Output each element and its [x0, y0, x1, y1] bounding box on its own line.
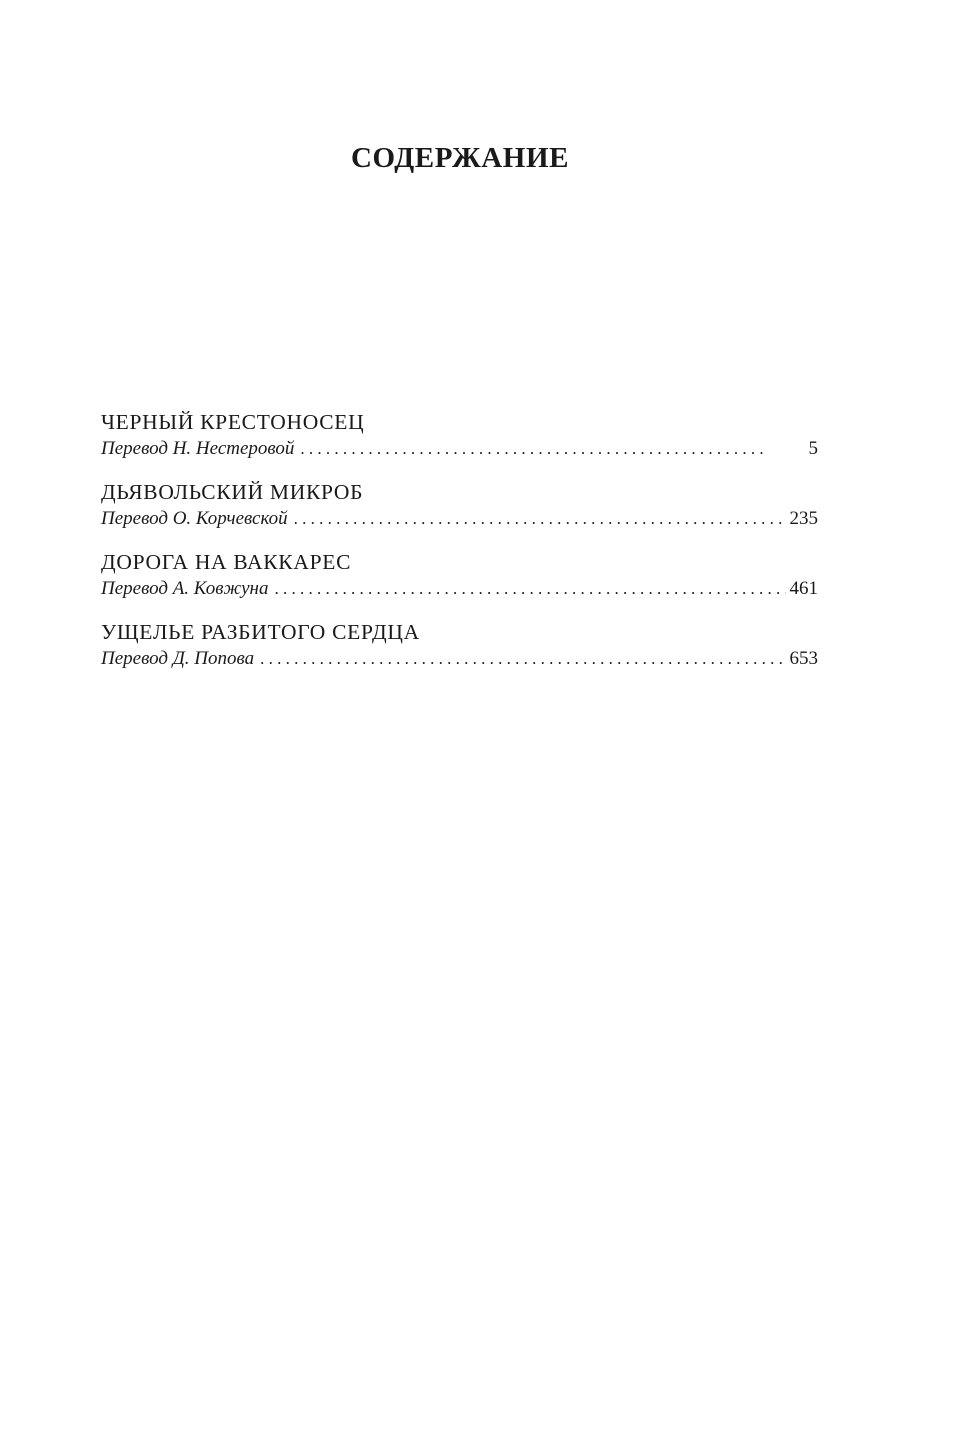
page-number: 235: [789, 508, 818, 529]
page-title: СОДЕРЖАНИЕ: [350, 142, 570, 174]
page-number: 5: [808, 438, 818, 459]
toc-entry[interactable]: [101, 478, 818, 531]
toc-entry[interactable]: [101, 548, 818, 601]
entry-title: ЧЕРНЫЙ КРЕСТОНОСЕЦ: [101, 410, 365, 434]
page-number: 653: [789, 648, 818, 669]
entry-line: [101, 576, 818, 601]
entry-title: ДОРОГА НА ВАККАРЕС: [101, 550, 352, 574]
table-of-contents: [101, 408, 818, 688]
dot-leader: [260, 646, 786, 671]
toc-entry[interactable]: [101, 408, 818, 461]
toc-entry[interactable]: [101, 618, 818, 671]
dot-leader: [274, 576, 786, 601]
translator-credit: Перевод Н. Нестеровой: [101, 438, 295, 459]
page-number: 461: [789, 578, 818, 599]
entry-title: ДЬЯВОЛЬСКИЙ МИКРОБ: [101, 480, 364, 504]
dot-leader: [300, 436, 766, 461]
entry-title: УЩЕЛЬЕ РАЗБИТОГО СЕРДЦА: [101, 620, 420, 644]
entry-line: [101, 436, 818, 461]
translator-credit: Перевод А. Ковжуна: [101, 578, 269, 599]
entry-line: [101, 506, 818, 531]
dot-leader: [294, 506, 786, 531]
entry-line: [101, 646, 818, 671]
translator-credit: Перевод Д. Попова: [101, 648, 255, 669]
translator-credit: Перевод О. Корчевской: [101, 508, 288, 529]
